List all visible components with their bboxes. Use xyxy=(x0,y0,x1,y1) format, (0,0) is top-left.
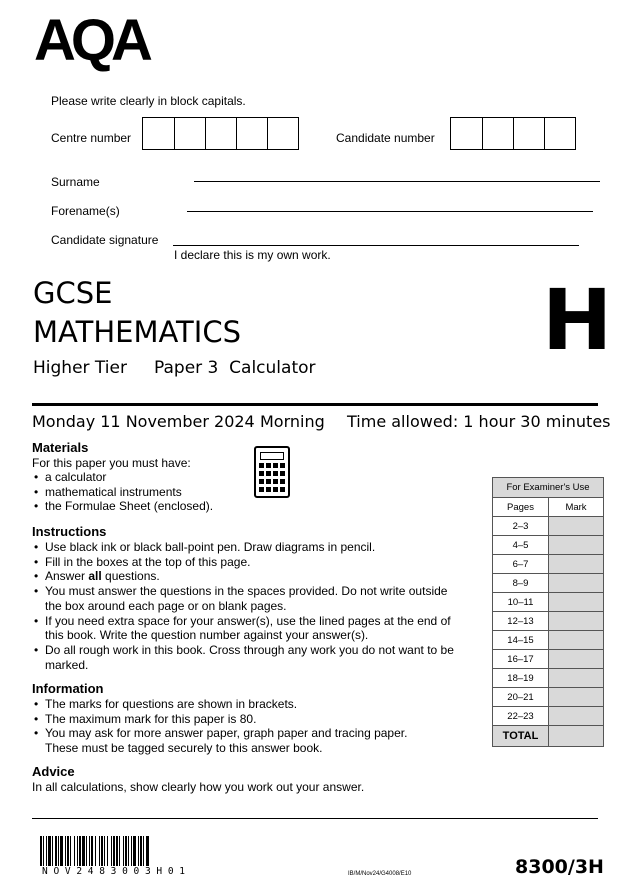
materials-intro: For this paper you must have: xyxy=(32,456,191,470)
reference-code: IB/M/Nov24/G4008/E10 xyxy=(348,871,412,877)
instructions-heading: Instructions xyxy=(32,524,107,539)
list-item: • mathematical instruments xyxy=(32,485,252,500)
mark-cell[interactable] xyxy=(549,536,604,555)
pages-column-header: Pages xyxy=(493,498,549,517)
pages-cell: 16–17 xyxy=(493,650,549,669)
table-row xyxy=(493,688,604,707)
mark-cell[interactable] xyxy=(549,707,604,726)
barcode-text: N O V 2 4 8 3 0 0 3 H 0 1 xyxy=(42,866,185,877)
table-row xyxy=(493,536,604,555)
mark-cell[interactable] xyxy=(549,574,604,593)
time-allowed: Time allowed: 1 hour 30 minutes xyxy=(347,412,611,431)
centre-number-box[interactable] xyxy=(267,118,298,149)
surname-field[interactable] xyxy=(194,181,600,182)
pages-cell: 4–5 xyxy=(493,536,549,555)
candidate-number-box[interactable] xyxy=(513,118,544,149)
tier-letter: H xyxy=(542,271,613,369)
centre-number-label: Centre number xyxy=(51,131,132,145)
paper-label: Paper 3 Calculator xyxy=(154,358,316,378)
mark-cell[interactable] xyxy=(549,650,604,669)
qualification-title: GCSE xyxy=(33,276,113,310)
mark-column-header: Mark xyxy=(549,498,604,517)
exam-session: Morning xyxy=(260,412,325,431)
surname-label: Surname xyxy=(51,175,100,189)
centre-number-box[interactable] xyxy=(174,118,205,149)
pages-cell: 12–13 xyxy=(493,612,549,631)
examiner-table xyxy=(492,477,604,747)
footer-rule xyxy=(32,818,598,819)
signature-field[interactable] xyxy=(173,245,579,246)
candidate-number-box[interactable] xyxy=(482,118,513,149)
table-row xyxy=(493,631,604,650)
materials-list xyxy=(32,470,252,514)
table-row xyxy=(493,517,604,536)
list-item: • You must answer the questions in the spaces provided. Do not write outside the box around each page or on blank pages. xyxy=(32,584,457,613)
centre-number-boxes[interactable] xyxy=(142,117,299,150)
pages-cell: 2–3 xyxy=(493,517,549,536)
pages-cell: 6–7 xyxy=(493,555,549,574)
list-item: • Answer all questions. xyxy=(32,569,457,584)
block-capitals-instruction: Please write clearly in block capitals. xyxy=(51,94,246,108)
mark-cell[interactable] xyxy=(549,631,604,650)
declaration-text: I declare this is my own work. xyxy=(174,248,331,262)
pages-cell: 10–11 xyxy=(493,593,549,612)
information-list xyxy=(32,697,442,756)
information-heading: Information xyxy=(32,681,104,696)
pages-cell: 20–21 xyxy=(493,688,549,707)
candidate-number-box[interactable] xyxy=(544,118,575,149)
list-item: • Use black ink or black ball-point pen. Draw diagrams in pencil. xyxy=(32,540,457,555)
table-row xyxy=(493,612,604,631)
list-item: • a calculator xyxy=(32,470,252,485)
list-item: • Do all rough work in this book. Cross through any work you do not want to be marked. xyxy=(32,643,457,672)
table-row xyxy=(493,707,604,726)
centre-number-box[interactable] xyxy=(236,118,267,149)
table-row xyxy=(493,593,604,612)
calculator-icon xyxy=(254,446,290,498)
examiner-table-title: For Examiner's Use xyxy=(493,478,604,498)
mark-cell[interactable] xyxy=(549,612,604,631)
pages-cell: 22–23 xyxy=(493,707,549,726)
forename-label: Forename(s) xyxy=(51,204,120,218)
materials-heading: Materials xyxy=(32,440,89,455)
mark-cell[interactable] xyxy=(549,593,604,612)
subject-title: MATHEMATICS xyxy=(33,315,241,349)
advice-heading: Advice xyxy=(32,764,75,779)
centre-number-box[interactable] xyxy=(143,118,174,149)
mark-cell[interactable] xyxy=(549,517,604,536)
paper-code: 8300/3H xyxy=(515,856,604,878)
mark-cell[interactable] xyxy=(549,555,604,574)
aqa-logo: AQA xyxy=(34,8,148,73)
advice-text: In all calculations, show clearly how you work out your answer. xyxy=(32,780,365,794)
table-row xyxy=(493,650,604,669)
list-item: • the Formulae Sheet (enclosed). xyxy=(32,499,252,514)
centre-number-box[interactable] xyxy=(205,118,236,149)
table-row xyxy=(493,574,604,593)
table-row xyxy=(493,726,604,747)
candidate-number-label: Candidate number xyxy=(336,131,435,145)
candidate-number-boxes[interactable] xyxy=(450,117,576,150)
list-item: • The marks for questions are shown in brackets. xyxy=(32,697,442,712)
exam-date: Monday 11 November 2024 xyxy=(32,412,255,431)
mark-cell[interactable] xyxy=(549,688,604,707)
forename-field[interactable] xyxy=(187,211,593,212)
list-item: • You may ask for more answer paper, graph paper and tracing paper. These must be tagged securely to this answer book. xyxy=(32,726,442,755)
barcode-icon xyxy=(40,836,250,866)
pages-cell: 14–15 xyxy=(493,631,549,650)
tier-label: Higher Tier xyxy=(33,358,127,378)
instructions-list xyxy=(32,540,457,672)
pages-cell: 8–9 xyxy=(493,574,549,593)
total-mark-cell[interactable] xyxy=(549,726,604,747)
table-row xyxy=(493,669,604,688)
title-rule xyxy=(32,403,598,406)
table-row xyxy=(493,555,604,574)
list-item: • If you need extra space for your answer(s), use the lined pages at the end of this book. Write the question number against your answer(s). xyxy=(32,614,457,643)
list-item: • The maximum mark for this paper is 80. xyxy=(32,712,442,727)
candidate-number-box[interactable] xyxy=(451,118,482,149)
mark-cell[interactable] xyxy=(549,669,604,688)
list-item: • Fill in the boxes at the top of this page. xyxy=(32,555,457,570)
pages-cell: 18–19 xyxy=(493,669,549,688)
total-label: TOTAL xyxy=(493,726,549,747)
signature-label: Candidate signature xyxy=(51,233,159,247)
